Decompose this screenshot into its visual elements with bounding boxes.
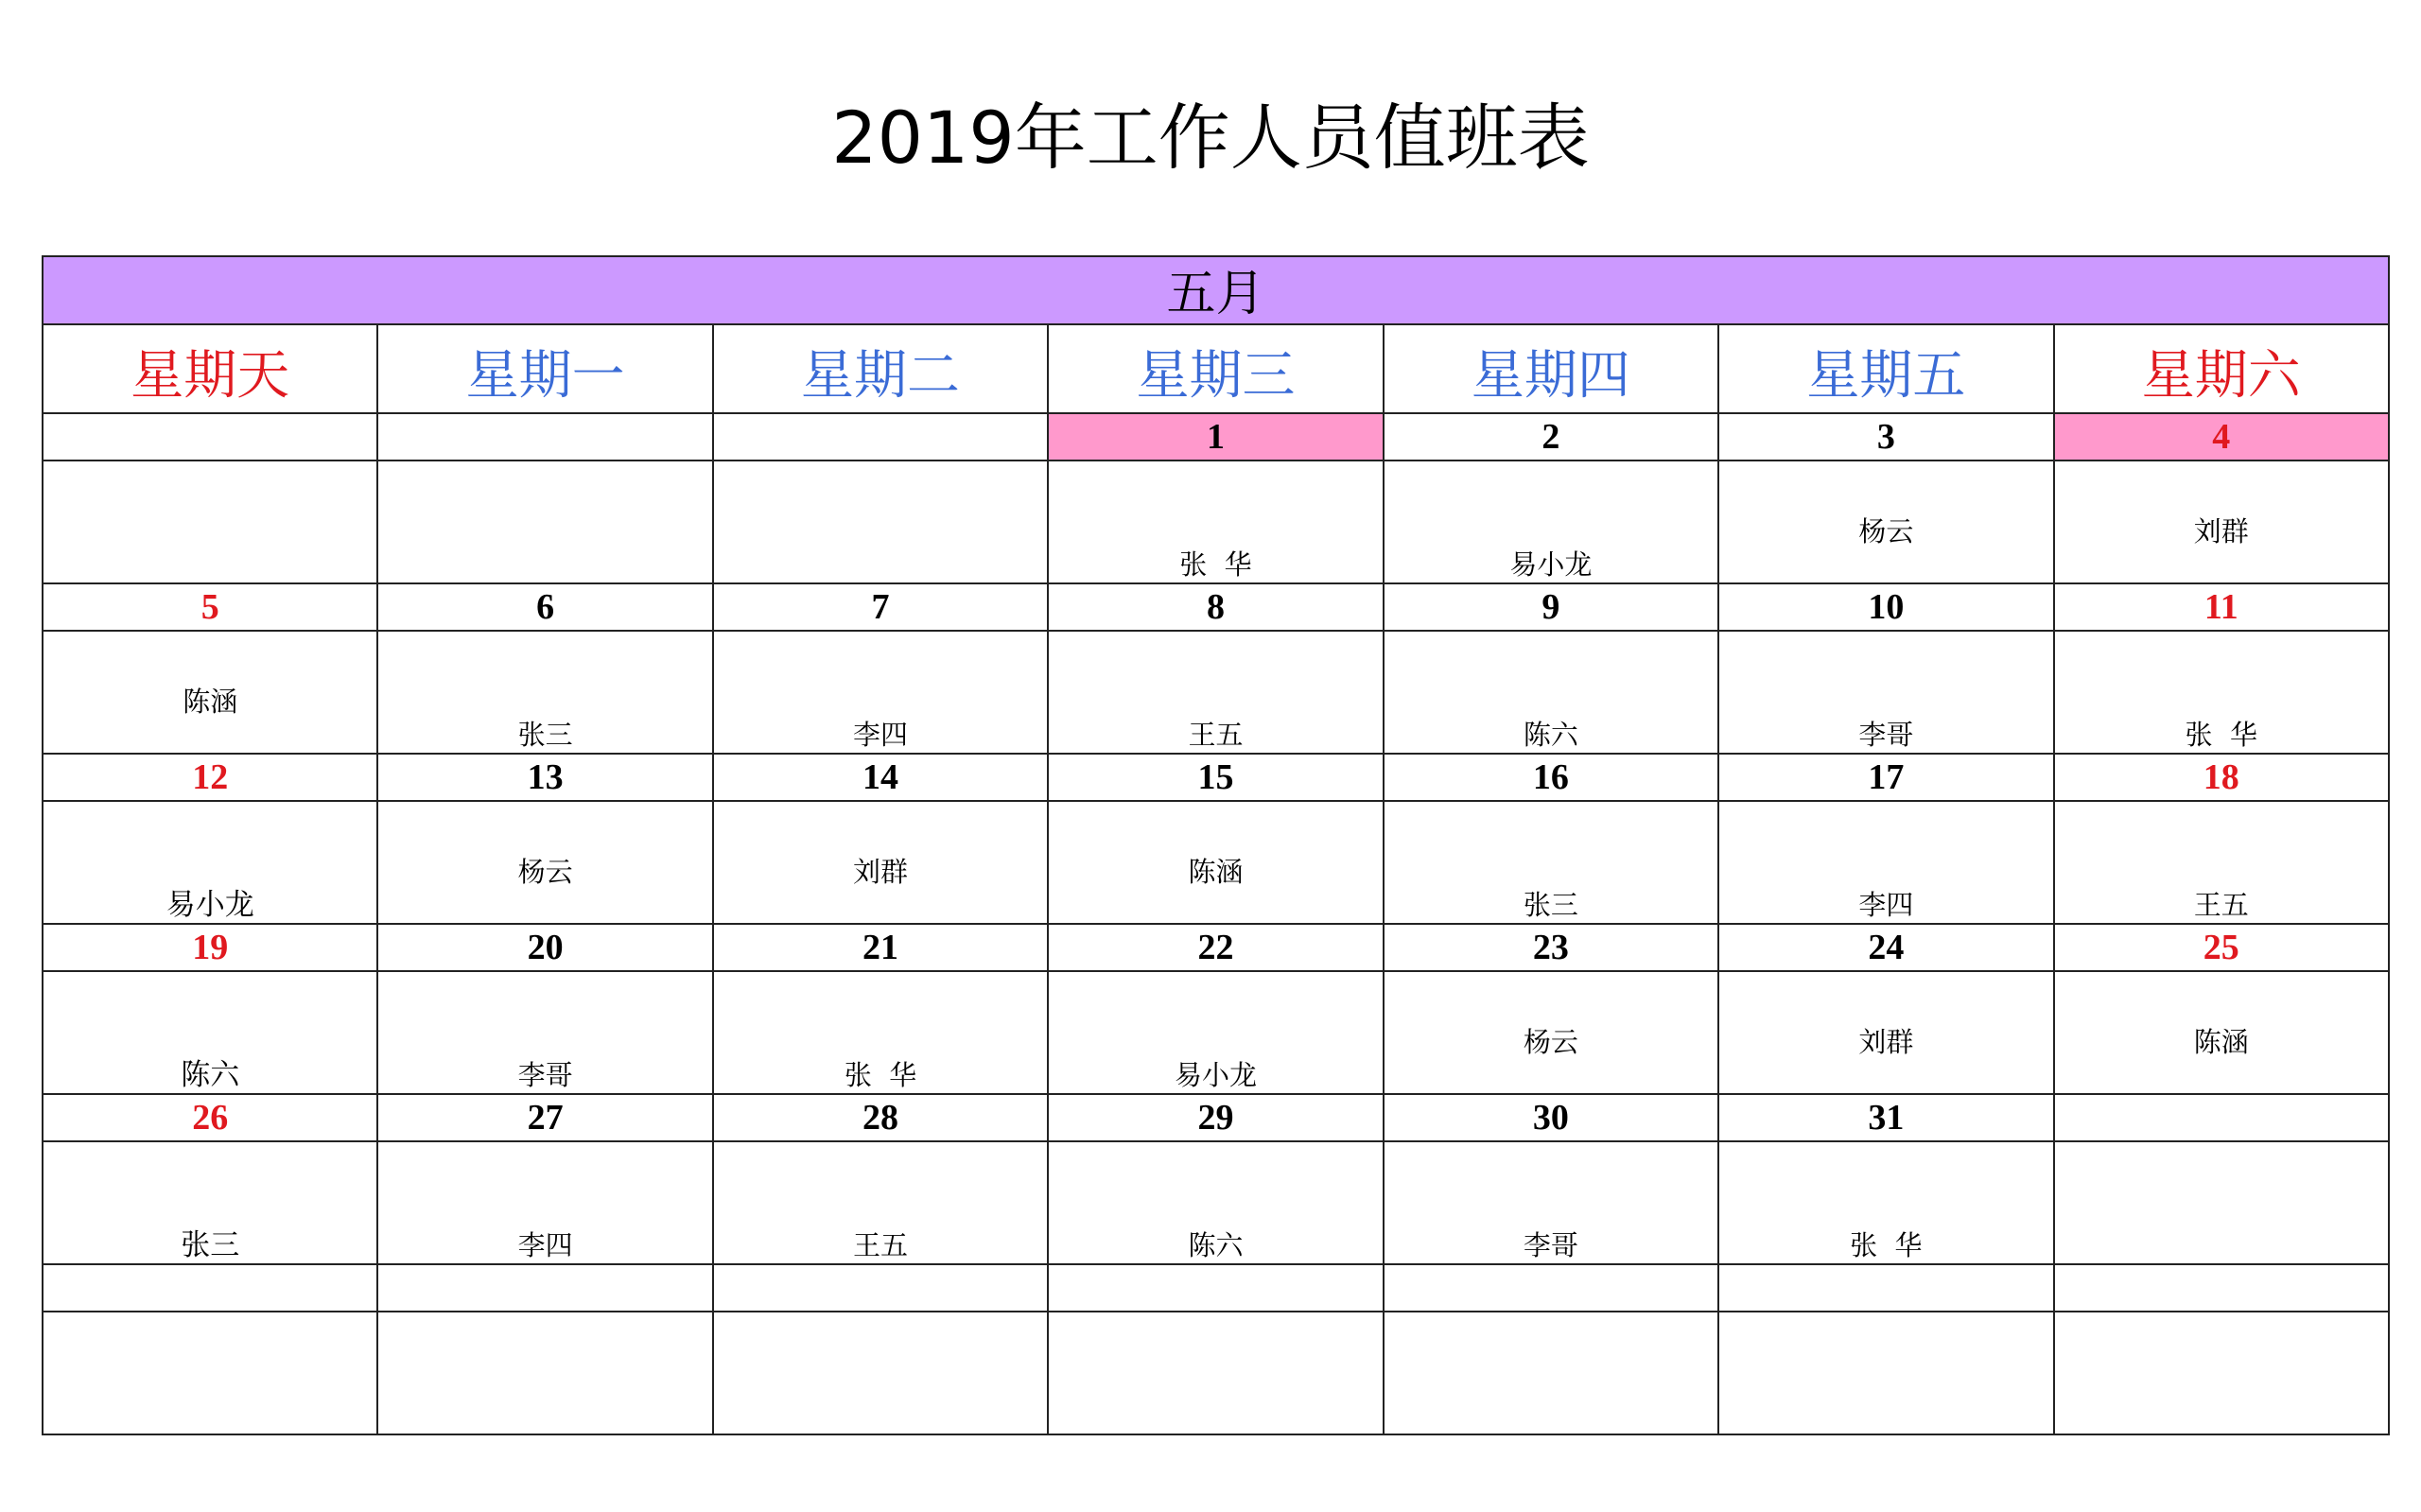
duty-person: 陈六 bbox=[1188, 1229, 1244, 1261]
duty-person: 张 华 bbox=[1179, 548, 1252, 581]
duty-cell bbox=[377, 801, 712, 924]
duty-cell bbox=[377, 1312, 712, 1434]
duty-person: 陈涵 bbox=[2193, 1026, 2249, 1058]
date-cell: 7 bbox=[713, 583, 1048, 631]
date-cell: 31 bbox=[1718, 1094, 2053, 1141]
date-cell: 27 bbox=[377, 1094, 712, 1141]
duty-cell bbox=[1048, 1141, 1383, 1264]
weekday-header: 星期四 bbox=[1384, 324, 1718, 413]
date-row bbox=[43, 1094, 2389, 1141]
date-cell: 5 bbox=[43, 583, 377, 631]
date-cell: 10 bbox=[1718, 583, 2053, 631]
duty-person: 陈六 bbox=[1523, 719, 1578, 751]
date-cell: 6 bbox=[377, 583, 712, 631]
date-cell: 12 bbox=[43, 754, 377, 801]
date-cell: 9 bbox=[1384, 583, 1718, 631]
weekday-header-row bbox=[43, 324, 2389, 413]
date-cell bbox=[1048, 1264, 1383, 1312]
duty-cell bbox=[2054, 1312, 2389, 1434]
weekday-header: 星期天 bbox=[43, 324, 377, 413]
duty-cell bbox=[1384, 1141, 1718, 1264]
duty-person: 李哥 bbox=[517, 1059, 573, 1091]
duty-cell bbox=[43, 461, 377, 583]
date-cell: 2 bbox=[1384, 413, 1718, 461]
duty-person: 李哥 bbox=[1858, 719, 1914, 751]
date-cell: 21 bbox=[713, 924, 1048, 971]
duty-cell bbox=[713, 1141, 1048, 1264]
duty-cell bbox=[713, 631, 1048, 754]
date-row bbox=[43, 924, 2389, 971]
duty-cell bbox=[43, 1141, 377, 1264]
duty-cell bbox=[1718, 461, 2053, 583]
duty-cell bbox=[713, 461, 1048, 583]
date-cell bbox=[2054, 1264, 2389, 1312]
duty-cell bbox=[377, 1141, 712, 1264]
date-cell: 3 bbox=[1718, 413, 2053, 461]
duty-person: 刘群 bbox=[1858, 1026, 1914, 1058]
date-cell bbox=[1718, 1264, 2053, 1312]
duty-person: 杨云 bbox=[1858, 515, 1914, 547]
duty-cell bbox=[713, 971, 1048, 1094]
duty-person: 张三 bbox=[181, 1228, 240, 1262]
duty-cell bbox=[2054, 1141, 2389, 1264]
duty-person: 易小龙 bbox=[1509, 548, 1593, 581]
duty-person: 李四 bbox=[853, 719, 909, 751]
duty-person: 刘群 bbox=[853, 856, 909, 888]
duty-person: 张 华 bbox=[2185, 719, 2257, 751]
date-cell bbox=[2054, 1094, 2389, 1141]
duty-person: 李四 bbox=[1858, 889, 1914, 921]
duty-person: 王五 bbox=[853, 1229, 909, 1261]
duty-person: 刘群 bbox=[2193, 515, 2249, 547]
date-cell bbox=[43, 1264, 377, 1312]
date-cell: 26 bbox=[43, 1094, 377, 1141]
duty-person: 李四 bbox=[517, 1229, 573, 1261]
date-row bbox=[43, 754, 2389, 801]
date-cell: 22 bbox=[1048, 924, 1383, 971]
duty-cell bbox=[713, 1312, 1048, 1434]
duty-cell bbox=[43, 631, 377, 754]
date-cell: 25 bbox=[2054, 924, 2389, 971]
duty-cell bbox=[1384, 801, 1718, 924]
duty-cell bbox=[1048, 1312, 1383, 1434]
month-header: 五月 bbox=[43, 256, 2389, 324]
duty-cell bbox=[377, 461, 712, 583]
date-cell: 8 bbox=[1048, 583, 1383, 631]
duty-cell bbox=[43, 801, 377, 924]
duty-person: 王五 bbox=[1188, 719, 1244, 751]
duty-row bbox=[43, 971, 2389, 1094]
duty-person: 陈涵 bbox=[1188, 856, 1244, 888]
date-cell: 28 bbox=[713, 1094, 1048, 1141]
date-cell: 11 bbox=[2054, 583, 2389, 631]
date-cell bbox=[713, 413, 1048, 461]
weekday-header: 星期二 bbox=[713, 324, 1048, 413]
duty-calendar-table bbox=[42, 255, 2390, 1435]
date-cell: 4 bbox=[2054, 413, 2389, 461]
duty-cell bbox=[1048, 971, 1383, 1094]
duty-person: 张三 bbox=[1523, 889, 1578, 921]
date-cell bbox=[377, 1264, 712, 1312]
duty-person: 陈六 bbox=[181, 1058, 240, 1092]
duty-cell bbox=[1718, 631, 2053, 754]
duty-cell bbox=[377, 631, 712, 754]
date-cell bbox=[713, 1264, 1048, 1312]
date-cell bbox=[377, 413, 712, 461]
duty-cell bbox=[1384, 631, 1718, 754]
duty-person: 张 华 bbox=[1850, 1229, 1923, 1261]
duty-cell bbox=[377, 971, 712, 1094]
duty-person: 张 华 bbox=[844, 1059, 917, 1091]
duty-row bbox=[43, 1312, 2389, 1434]
duty-cell bbox=[2054, 461, 2389, 583]
date-cell: 29 bbox=[1048, 1094, 1383, 1141]
duty-cell bbox=[1384, 971, 1718, 1094]
weekday-header: 星期三 bbox=[1048, 324, 1383, 413]
date-row bbox=[43, 1264, 2389, 1312]
duty-cell bbox=[2054, 971, 2389, 1094]
weekday-header: 星期五 bbox=[1718, 324, 2053, 413]
date-cell: 13 bbox=[377, 754, 712, 801]
duty-row bbox=[43, 631, 2389, 754]
date-cell: 20 bbox=[377, 924, 712, 971]
duty-cell bbox=[1048, 461, 1383, 583]
duty-cell bbox=[2054, 801, 2389, 924]
duty-cell bbox=[1384, 1312, 1718, 1434]
month-header-row bbox=[43, 256, 2389, 324]
date-row bbox=[43, 583, 2389, 631]
page-title: 2019年工作人员值班表 bbox=[831, 96, 1590, 180]
duty-row bbox=[43, 801, 2389, 924]
duty-person: 杨云 bbox=[517, 856, 573, 888]
weekday-header: 星期一 bbox=[377, 324, 712, 413]
date-cell bbox=[1384, 1264, 1718, 1312]
duty-cell bbox=[1048, 631, 1383, 754]
date-cell: 14 bbox=[713, 754, 1048, 801]
date-row bbox=[43, 413, 2389, 461]
duty-cell bbox=[1718, 801, 2053, 924]
duty-cell bbox=[1718, 1141, 2053, 1264]
duty-cell bbox=[1718, 1312, 2053, 1434]
date-cell: 1 bbox=[1048, 413, 1383, 461]
date-cell: 15 bbox=[1048, 754, 1383, 801]
duty-cell bbox=[1384, 461, 1718, 583]
duty-person: 易小龙 bbox=[165, 888, 254, 922]
weekday-header: 星期六 bbox=[2054, 324, 2389, 413]
duty-person: 杨云 bbox=[1523, 1026, 1578, 1058]
duty-person: 王五 bbox=[2193, 889, 2249, 921]
date-cell: 19 bbox=[43, 924, 377, 971]
duty-person: 易小龙 bbox=[1174, 1059, 1257, 1091]
duty-cell bbox=[43, 971, 377, 1094]
duty-cell bbox=[2054, 631, 2389, 754]
duty-person: 张三 bbox=[517, 719, 573, 751]
duty-row bbox=[43, 461, 2389, 583]
date-cell: 30 bbox=[1384, 1094, 1718, 1141]
date-cell bbox=[43, 413, 377, 461]
duty-cell bbox=[1718, 971, 2053, 1094]
date-cell: 17 bbox=[1718, 754, 2053, 801]
date-cell: 24 bbox=[1718, 924, 2053, 971]
date-cell: 23 bbox=[1384, 924, 1718, 971]
duty-cell bbox=[1048, 801, 1383, 924]
date-cell: 18 bbox=[2054, 754, 2389, 801]
duty-person: 李哥 bbox=[1523, 1229, 1578, 1261]
date-cell: 16 bbox=[1384, 754, 1718, 801]
duty-cell bbox=[43, 1312, 377, 1434]
duty-row bbox=[43, 1141, 2389, 1264]
duty-person: 陈涵 bbox=[183, 686, 238, 718]
duty-cell bbox=[713, 801, 1048, 924]
